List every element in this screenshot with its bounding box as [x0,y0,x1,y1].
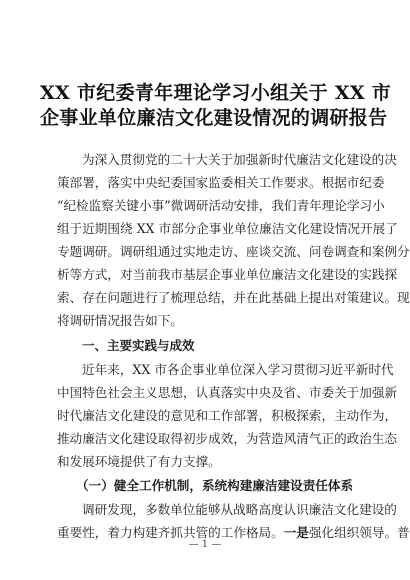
intro-line: 专题调研。调研组通过实地走访、座谈交流、问卷调查和案例分 [57,244,410,259]
section1-line: 中国特色社会主义思想，认真落实中央及省、市委关于加强新 [57,385,398,400]
intro-line: “纪检监察关键小事”微调研活动安排，我们青年理论学习小 [57,198,385,213]
subsection-line: 调研发现，多数单位能够从战略高度认识廉洁文化建设的 [82,502,397,517]
intro-line: 析等方式，对当前我市基层企事业单位廉洁文化建设的实践探 [57,267,398,282]
page-number: — 1 — [188,539,222,550]
subsection-text: 重要性，着力构建齐抓共管的工作格局。 [57,525,284,540]
document-title-line-1: XX 市纪委青年理论学习小组关于 XX 市 [40,82,392,104]
intro-line: 组于近期围绕 XX 市部分企事业单位廉洁文化建设情况开展了 [57,221,398,236]
subsection-text: 强化组织领导。普 [308,525,410,540]
section1-line: 近年来，XX 市各企事业单位深入学习贯彻习近平新时代 [82,362,394,377]
section1-line: 推动廉洁文化建设取得初步成效，为营造风清气正的政治生态 [57,431,398,446]
intro-line: 策部署，落实中央纪委国家监委相关工作要求。根据市纪委 [57,175,385,190]
intro-line: 将调研情况报告如下。 [57,313,183,328]
section1-line: 和发展环境提供了有力支撑。 [57,454,221,469]
section1-line: 时代廉洁文化建设的意见和工作部署，积极探索，主动作为， [57,408,398,423]
section-heading: 一、主要实践与成效 [82,338,195,353]
intro-line: 索、存在问题进行了梳理总结，并在此基础上提出对策建议。现 [57,290,410,305]
document-title-line-2: 企事业单位廉洁文化建设情况的调研报告 [40,107,388,129]
intro-line: 为深入贯彻党的二十大关于加强新时代廉洁文化建设的决 [82,152,397,167]
subsection-bold-marker: 一是 [283,525,309,540]
subsection-heading: （一）健全工作机制，系统构建廉洁建设责任体系 [76,478,354,493]
